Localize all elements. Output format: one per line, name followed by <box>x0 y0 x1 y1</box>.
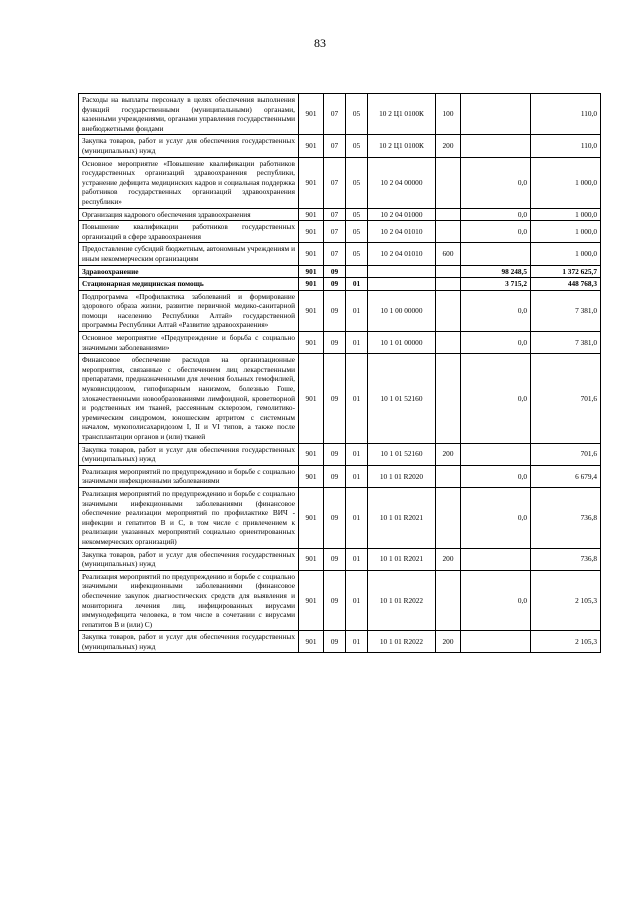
row-name: Реализация мероприятий по предупреждению и борьбе с социально значимыми инфекционными заболеваниями (финансовое обеспечение закупок диагностических средств для выявления и мониторинга лечения лиц, инфицированных вирусами иммунодефицита человека, в том числе в сочетании с вирусами гепатитов В и (или) С) <box>79 570 299 631</box>
amount-1: 0,0 <box>461 290 531 331</box>
table-row <box>79 631 601 653</box>
expense-type-code <box>436 487 461 548</box>
subsection-code: 05 <box>346 157 368 208</box>
target-article-code: 10 1 00 00000 <box>368 290 436 331</box>
expense-type-code <box>436 570 461 631</box>
amount-2: 1 000,0 <box>531 157 601 208</box>
amount-1: 0,0 <box>461 354 531 443</box>
amount-1 <box>461 94 531 135</box>
subsection-code: 01 <box>346 443 368 465</box>
row-name: Реализация мероприятий по предупреждению и борьбе с социально значимыми инфекционными заболеваниями <box>79 465 299 487</box>
table-row <box>79 290 601 331</box>
subsection-code: 01 <box>346 354 368 443</box>
section-code: 09 <box>324 465 346 487</box>
target-article-code: 10 2 04 01010 <box>368 221 436 243</box>
row-name: Финансовое обеспечение расходов на организационные мероприятия, связанные с обеспечением лиц лекарственными препаратами, предназначенными для лечения больных гемофилией, муковисцидозом, гипофизарным нанизмом, болезнью Гоше, злокачественными новообразованиями лимфоидной, кроветворной и родственных им тканей, рассеянным склерозом, гемолитико-уремическим синдромом, юношеским артритом с системным началом, мукополисахаридозом I, II и VI типов, а также после трансплантации органов и (или) тканей <box>79 354 299 443</box>
row-name: Предоставление субсидий бюджетным, автономным учреждениям и иным некоммерческим организациям <box>79 243 299 265</box>
subsection-code: 05 <box>346 94 368 135</box>
table-row <box>79 487 601 548</box>
amount-2: 736,8 <box>531 487 601 548</box>
section-code: 09 <box>324 548 346 570</box>
ministry-code: 901 <box>299 570 324 631</box>
section-code: 07 <box>324 243 346 265</box>
amount-2: 701,6 <box>531 354 601 443</box>
table-row <box>79 135 601 157</box>
target-article-code: 10 1 01 R2021 <box>368 487 436 548</box>
budget-table-body <box>79 94 601 653</box>
section-code: 09 <box>324 278 346 291</box>
subsection-code: 05 <box>346 135 368 157</box>
amount-1 <box>461 631 531 653</box>
table-row <box>79 243 601 265</box>
target-article-code <box>368 278 436 291</box>
section-code: 09 <box>324 570 346 631</box>
amount-2: 448 768,3 <box>531 278 601 291</box>
row-name: Организация кадрового обеспечения здравоохранения <box>79 208 299 221</box>
section-code: 07 <box>324 157 346 208</box>
subsection-code: 05 <box>346 243 368 265</box>
section-code: 09 <box>324 332 346 354</box>
amount-1: 0,0 <box>461 332 531 354</box>
row-name: Основное мероприятие «Повышение квалификации работников государственных организаций здравоохранения республики, устранение дефицита медицинских кадров и социальная поддержка работников государственных организаций здравоохранения республики» <box>79 157 299 208</box>
row-name: Повышение квалификации работников государственных организаций в сфере здравоохранения <box>79 221 299 243</box>
amount-1: 0,0 <box>461 157 531 208</box>
row-name: Закупка товаров, работ и услуг для обеспечения государственных (муниципальных) нужд <box>79 135 299 157</box>
ministry-code: 901 <box>299 354 324 443</box>
row-name: Здравоохранение <box>79 265 299 278</box>
ministry-code: 901 <box>299 631 324 653</box>
table-row <box>79 465 601 487</box>
target-article-code: 10 2 Ц1 0100К <box>368 135 436 157</box>
expense-type-code: 200 <box>436 443 461 465</box>
expense-type-code: 200 <box>436 631 461 653</box>
amount-2: 1 000,0 <box>531 243 601 265</box>
ministry-code: 901 <box>299 332 324 354</box>
table-row <box>79 94 601 135</box>
amount-1: 0,0 <box>461 221 531 243</box>
target-article-code: 10 1 01 52160 <box>368 354 436 443</box>
table-row <box>79 208 601 221</box>
target-article-code: 10 1 01 52160 <box>368 443 436 465</box>
subsection-code: 01 <box>346 631 368 653</box>
expense-type-code: 600 <box>436 243 461 265</box>
amount-1: 3 715,2 <box>461 278 531 291</box>
row-name: Реализация мероприятий по предупреждению и борьбе с социально значимыми инфекционными заболеваниями (финансовое обеспечение реализации мероприятий по профилактике ВИЧ - инфекции и гепатитов В и С, в том числе с привлечением к реализации указанных мероприятий социально ориентированных некоммерческих организаций) <box>79 487 299 548</box>
subsection-code: 01 <box>346 548 368 570</box>
target-article-code: 10 2 Ц1 0100К <box>368 94 436 135</box>
section-code: 07 <box>324 94 346 135</box>
target-article-code <box>368 265 436 278</box>
table-row <box>79 157 601 208</box>
ministry-code: 901 <box>299 487 324 548</box>
expense-type-code <box>436 221 461 243</box>
target-article-code: 10 1 01 R2022 <box>368 570 436 631</box>
subsection-code: 01 <box>346 290 368 331</box>
subsection-code: 05 <box>346 221 368 243</box>
target-article-code: 10 2 04 00000 <box>368 157 436 208</box>
subsection-code <box>346 265 368 278</box>
amount-2: 1 000,0 <box>531 208 601 221</box>
amount-2: 1 372 625,7 <box>531 265 601 278</box>
amount-1 <box>461 135 531 157</box>
amount-1 <box>461 443 531 465</box>
expense-type-code <box>436 157 461 208</box>
amount-1: 0,0 <box>461 570 531 631</box>
page-number: 83 <box>314 36 326 50</box>
ministry-code: 901 <box>299 94 324 135</box>
subsection-code: 05 <box>346 208 368 221</box>
section-code: 09 <box>324 354 346 443</box>
section-code: 09 <box>324 290 346 331</box>
expense-type-code <box>436 354 461 443</box>
table-row <box>79 278 601 291</box>
section-code: 09 <box>324 487 346 548</box>
ministry-code: 901 <box>299 443 324 465</box>
amount-2: 1 000,0 <box>531 221 601 243</box>
amount-2: 7 381,0 <box>531 290 601 331</box>
table-row <box>79 548 601 570</box>
target-article-code: 10 1 01 R2020 <box>368 465 436 487</box>
ministry-code: 901 <box>299 208 324 221</box>
ministry-code: 901 <box>299 465 324 487</box>
expense-type-code <box>436 278 461 291</box>
section-code: 07 <box>324 135 346 157</box>
amount-1 <box>461 548 531 570</box>
target-article-code: 10 2 04 01010 <box>368 243 436 265</box>
expense-type-code <box>436 465 461 487</box>
amount-1: 98 248,5 <box>461 265 531 278</box>
amount-2: 701,6 <box>531 443 601 465</box>
ministry-code: 901 <box>299 278 324 291</box>
table-row <box>79 570 601 631</box>
section-code: 09 <box>324 443 346 465</box>
ministry-code: 901 <box>299 221 324 243</box>
section-code: 07 <box>324 208 346 221</box>
ministry-code: 901 <box>299 265 324 278</box>
row-name: Закупка товаров, работ и услуг для обеспечения государственных (муниципальных) нужд <box>79 548 299 570</box>
amount-2: 736,8 <box>531 548 601 570</box>
amount-1: 0,0 <box>461 465 531 487</box>
expense-type-code: 100 <box>436 94 461 135</box>
amount-2: 110,0 <box>531 94 601 135</box>
expense-type-code <box>436 332 461 354</box>
ministry-code: 901 <box>299 135 324 157</box>
amount-1: 0,0 <box>461 208 531 221</box>
amount-2: 6 679,4 <box>531 465 601 487</box>
row-name: Расходы на выплаты персоналу в целях обеспечения выполнения функций государственными (муниципальными) органами, казенными учреждениями, органами управления государственными внебюджетными фондами <box>79 94 299 135</box>
amount-2: 7 381,0 <box>531 332 601 354</box>
expense-type-code: 200 <box>436 548 461 570</box>
section-code: 09 <box>324 265 346 278</box>
ministry-code: 901 <box>299 290 324 331</box>
subsection-code: 01 <box>346 487 368 548</box>
amount-2: 110,0 <box>531 135 601 157</box>
ministry-code: 901 <box>299 548 324 570</box>
row-name: Закупка товаров, работ и услуг для обеспечения государственных (муниципальных) нужд <box>79 631 299 653</box>
subsection-code: 01 <box>346 278 368 291</box>
budget-table <box>78 93 601 653</box>
section-code: 09 <box>324 631 346 653</box>
target-article-code: 10 1 01 00000 <box>368 332 436 354</box>
subsection-code: 01 <box>346 465 368 487</box>
table-row <box>79 443 601 465</box>
table-row <box>79 332 601 354</box>
amount-1: 0,0 <box>461 487 531 548</box>
expense-type-code <box>436 265 461 278</box>
target-article-code: 10 2 04 01000 <box>368 208 436 221</box>
subsection-code: 01 <box>346 570 368 631</box>
amount-1 <box>461 243 531 265</box>
ministry-code: 901 <box>299 243 324 265</box>
ministry-code: 901 <box>299 157 324 208</box>
amount-2: 2 105,3 <box>531 570 601 631</box>
section-code: 07 <box>324 221 346 243</box>
row-name: Основное мероприятие «Предупреждение и борьба с социально значимыми заболеваниями» <box>79 332 299 354</box>
table-row <box>79 265 601 278</box>
target-article-code: 10 1 01 R2021 <box>368 548 436 570</box>
row-name: Стационарная медицинская помощь <box>79 278 299 291</box>
expense-type-code <box>436 208 461 221</box>
table-row <box>79 354 601 443</box>
subsection-code: 01 <box>346 332 368 354</box>
expense-type-code: 200 <box>436 135 461 157</box>
target-article-code: 10 1 01 R2022 <box>368 631 436 653</box>
table-row <box>79 221 601 243</box>
row-name: Подпрограмма «Профилактика заболеваний и формирование здорового образа жизни, развитие первичной медико-санитарной помощи населению Республики Алтай» государственной программы Республики Алтай «Развитие здравоохранения» <box>79 290 299 331</box>
amount-2: 2 105,3 <box>531 631 601 653</box>
row-name: Закупка товаров, работ и услуг для обеспечения государственных (муниципальных) нужд <box>79 443 299 465</box>
expense-type-code <box>436 290 461 331</box>
